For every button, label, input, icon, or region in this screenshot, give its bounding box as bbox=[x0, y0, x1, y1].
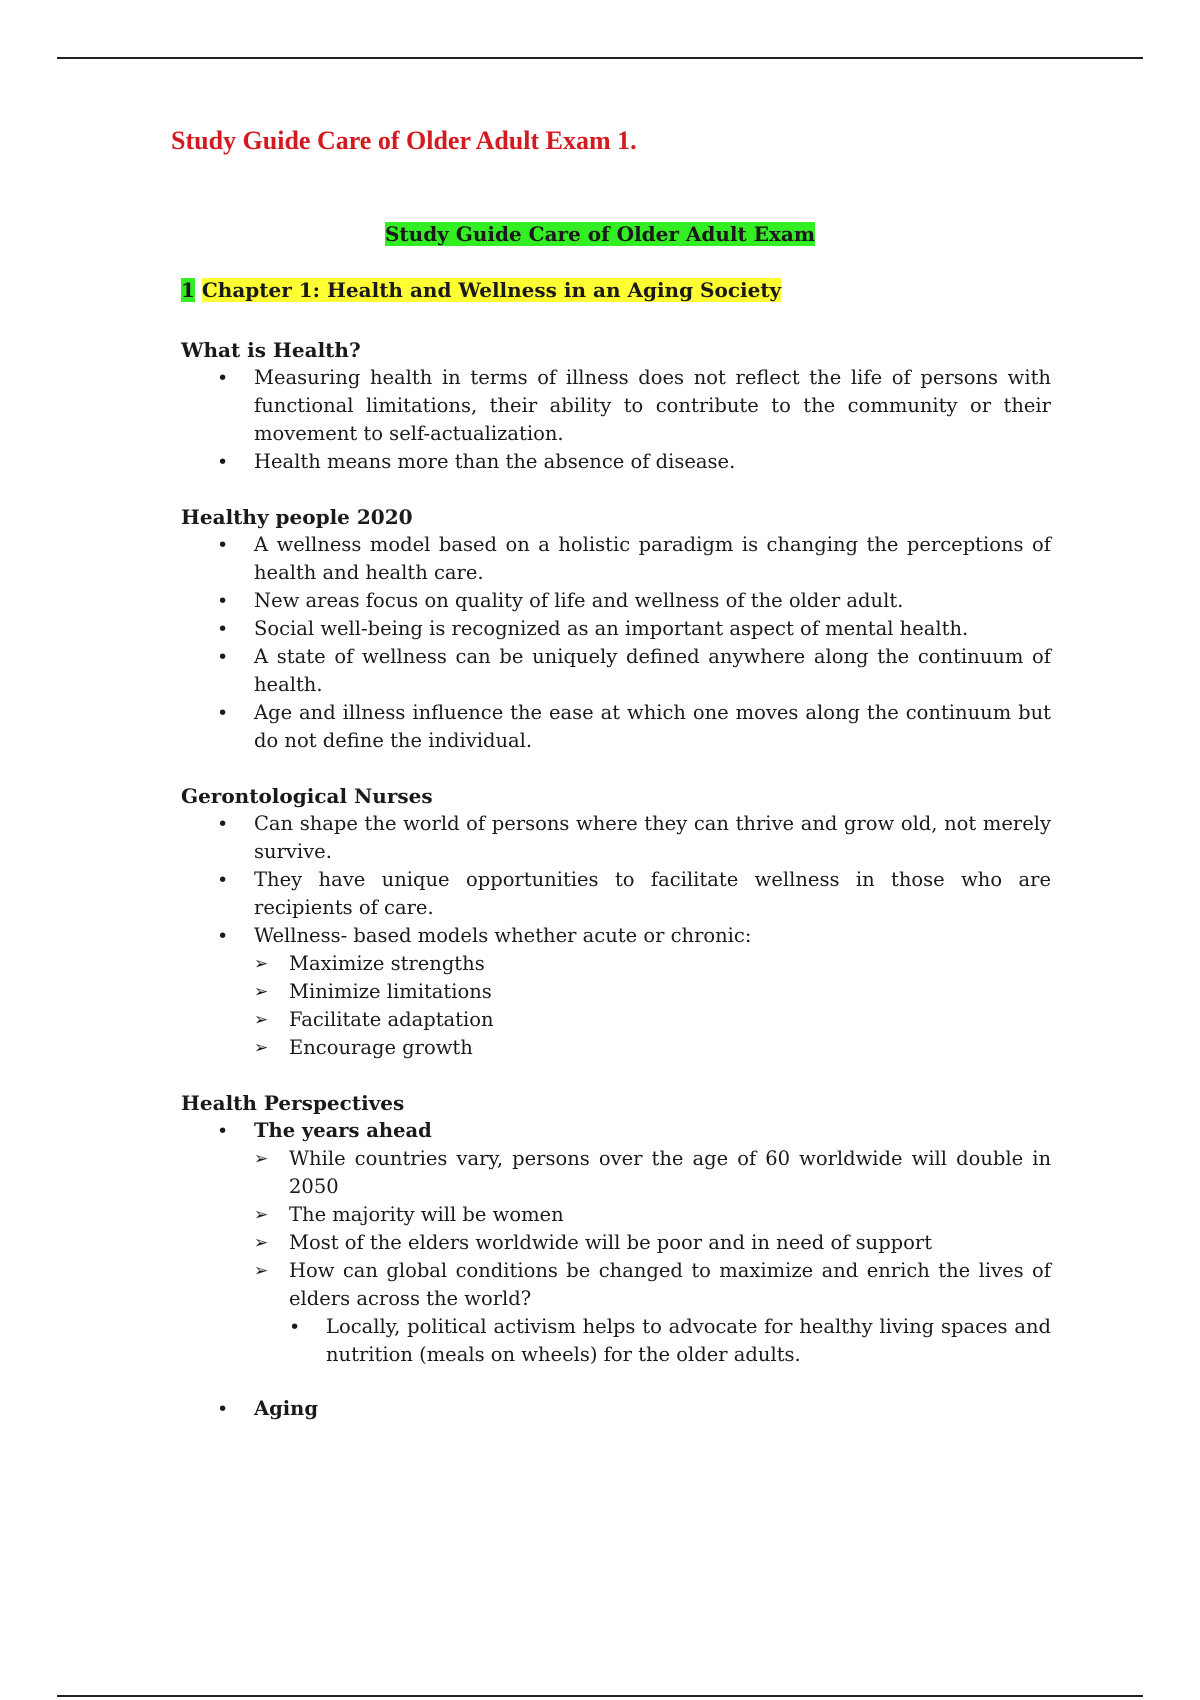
list-item: • Health means more than the absence of disease. bbox=[181, 448, 1051, 476]
bullet-icon: • bbox=[217, 590, 229, 612]
list-item: • A state of wellness can be uniquely defined anywhere along the continuum of health. bbox=[217, 645, 1051, 696]
bullet-list bbox=[181, 364, 1051, 476]
arrow-bullet-icon: ➢ bbox=[254, 954, 269, 974]
sub-list-item: ➢ How can global conditions be changed to maximize and enrich the lives of elders across the world? • Locally, political activism helps to advocate for healthy living spaces and nutrition (meals on wheels) for the older adults. bbox=[254, 1257, 1051, 1369]
chapter-title: Chapter 1: Health and Wellness in an Aging Society bbox=[201, 278, 782, 302]
guide-heading bbox=[0, 222, 1200, 246]
arrow-bullet-icon: ➢ bbox=[254, 1205, 269, 1225]
bullet-list bbox=[181, 810, 1051, 1062]
list-item: • Social well-being is recognized as an important aspect of mental health. bbox=[181, 615, 1051, 643]
arrow-bullet-icon: ➢ bbox=[254, 982, 269, 1002]
guide-heading-text: Study Guide Care of Older Adult Exam bbox=[384, 222, 816, 246]
bullet-icon: • bbox=[217, 618, 229, 640]
list-item: • Age and illness influence the ease at which one moves along the continuum but do not define the individual. bbox=[217, 701, 1051, 752]
document-title: Study Guide Care of Older Adult Exam 1. bbox=[171, 126, 637, 155]
chapter-number: 1 bbox=[181, 278, 195, 302]
sub-list-item: ➢ Encourage growth bbox=[254, 1034, 1051, 1062]
bullet-icon: • bbox=[217, 367, 229, 389]
sub-sub-list bbox=[289, 1313, 1051, 1369]
arrow-bullet-icon: ➢ bbox=[254, 1038, 269, 1058]
top-rule bbox=[57, 57, 1143, 59]
list-item: • Measuring health in terms of illness does not reflect the life of persons with functional limitations, their ability to contribute to the community or their movement to self-actualization. bbox=[217, 366, 1051, 445]
section-gerontological-nurses bbox=[181, 782, 1051, 1062]
list-item bbox=[181, 1117, 1051, 1369]
list-item: • Can shape the world of persons where they can thrive and grow old, not merely survive. bbox=[217, 812, 1051, 863]
chapter-heading bbox=[181, 278, 781, 302]
bullet-icon: • bbox=[217, 925, 229, 947]
section-what-is-health bbox=[181, 336, 1051, 476]
sub-list-item: ➢ Maximize strengths bbox=[254, 950, 1051, 978]
bullet-list bbox=[181, 1117, 1051, 1423]
bottom-rule bbox=[57, 1695, 1143, 1697]
sub-sub-list-item: • Locally, political activism helps to advocate for healthy living spaces and nutrition (meals on wheels) for the older adults. bbox=[289, 1315, 1051, 1366]
list-item: • A wellness model based on a holistic paradigm is changing the perceptions of health and health care. bbox=[217, 533, 1051, 584]
sub-list-item: ➢ While countries vary, persons over the age of 60 worldwide will double in 2050 bbox=[254, 1147, 1051, 1198]
aging-label: Aging bbox=[254, 1397, 318, 1420]
arrow-bullet-icon: ➢ bbox=[254, 1233, 269, 1253]
arrow-bullet-icon: ➢ bbox=[254, 1261, 269, 1281]
list-item: • Wellness- based models whether acute or chronic: ➢ Maximize strengths ➢ Minimize limitations ➢ Facilitate adaptation ➢ Encourage growth bbox=[181, 922, 1051, 1062]
bullet-icon: • bbox=[217, 1398, 229, 1420]
bullet-list bbox=[181, 531, 1051, 755]
section-heading: Health Perspectives bbox=[181, 1091, 405, 1115]
sub-list-item: ➢ Minimize limitations bbox=[254, 978, 1051, 1006]
section-healthy-people-2020 bbox=[181, 503, 1051, 755]
arrow-bullet-icon: ➢ bbox=[254, 1149, 269, 1169]
section-heading: Gerontological Nurses bbox=[181, 784, 433, 808]
list-item: • They have unique opportunities to facilitate wellness in those who are recipients of care. bbox=[217, 868, 1051, 919]
bullet-icon: • bbox=[217, 1120, 229, 1142]
section-heading: What is Health? bbox=[181, 338, 361, 362]
years-ahead-label: The years ahead bbox=[254, 1119, 432, 1142]
sub-list bbox=[254, 1145, 1051, 1369]
bullet-icon: • bbox=[217, 702, 229, 724]
sub-list-item: ➢ Facilitate adaptation bbox=[254, 1006, 1051, 1034]
bullet-icon: • bbox=[217, 534, 229, 556]
document-body bbox=[181, 336, 1051, 1450]
list-item bbox=[181, 1395, 1051, 1423]
sub-list-item: ➢ Most of the elders worldwide will be poor and in need of support bbox=[254, 1229, 1051, 1257]
bullet-icon: • bbox=[217, 451, 229, 473]
bullet-icon: • bbox=[289, 1316, 301, 1338]
bullet-icon: • bbox=[217, 869, 229, 891]
arrow-bullet-icon: ➢ bbox=[254, 1010, 269, 1030]
bullet-icon: • bbox=[217, 646, 229, 668]
section-health-perspectives bbox=[181, 1089, 1051, 1423]
sub-list bbox=[254, 950, 1051, 1062]
section-heading: Healthy people 2020 bbox=[181, 505, 413, 529]
bullet-icon: • bbox=[217, 813, 229, 835]
list-item: • New areas focus on quality of life and wellness of the older adult. bbox=[181, 587, 1051, 615]
sub-list-item: ➢ The majority will be women bbox=[254, 1201, 1051, 1229]
